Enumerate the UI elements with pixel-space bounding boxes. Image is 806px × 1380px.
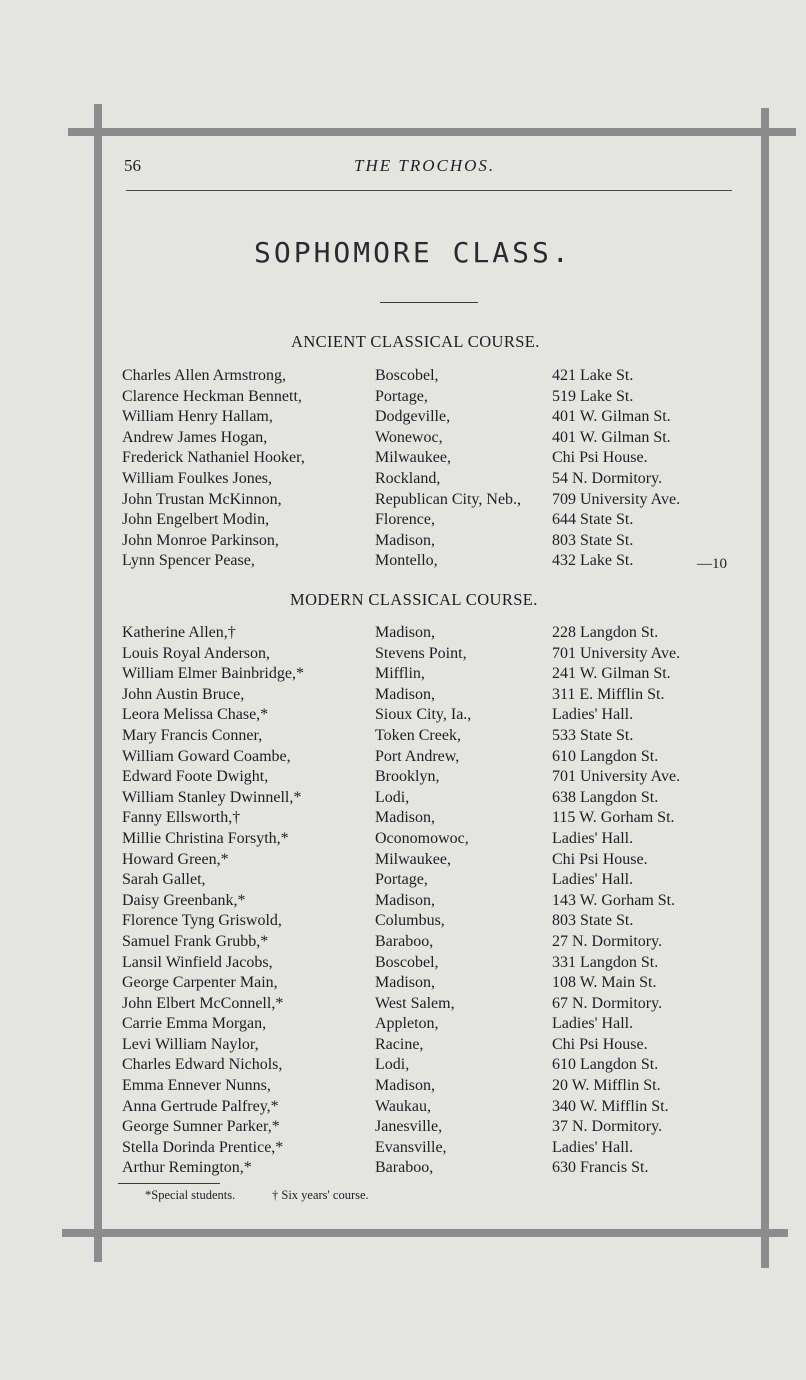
student-address: Ladies' Hall. (552, 706, 634, 724)
modern-course-heading: MODERN CLASSICAL COURSE. (290, 590, 538, 609)
student-row (0, 624, 806, 645)
student-name: Emma Ennever Nunns, (122, 1077, 271, 1095)
student-row (0, 748, 806, 769)
student-row (0, 995, 806, 1016)
student-address: 27 N. Dormitory. (552, 932, 663, 950)
student-row (0, 1077, 806, 1098)
student-address: 228 Langdon St. (552, 624, 659, 641)
student-address: 701 University Ave. (552, 768, 681, 786)
student-address: 401 W. Gilman St. (552, 428, 671, 446)
student-address: Ladies' Hall. (552, 1015, 634, 1033)
student-hometown: Madison, (375, 1077, 435, 1095)
student-hometown: Oconomowoc, (375, 829, 469, 847)
student-address: 638 Langdon St. (552, 788, 659, 806)
student-address: 331 Langdon St. (552, 953, 659, 971)
student-hometown: West Salem, (375, 994, 455, 1012)
student-name: Leora Melissa Chase,* (122, 706, 269, 724)
student-hometown: Madison, (375, 974, 435, 992)
student-name: William Elmer Bainbridge,* (122, 665, 304, 683)
title-rule (380, 302, 478, 303)
student-row (0, 789, 806, 810)
student-address: 54 N. Dormitory. (552, 469, 663, 487)
student-hometown: Montello, (375, 552, 438, 570)
student-name: Anna Gertrude Palfrey,* (122, 1097, 279, 1115)
student-row (0, 408, 806, 429)
student-name: Carrie Emma Morgan, (122, 1015, 267, 1033)
student-name: Millie Christina Forsyth,* (122, 829, 289, 847)
footnote-six-years-course: † Six years' course. (272, 1188, 369, 1202)
student-address: 432 Lake St. (552, 552, 634, 570)
student-name: Frederick Nathaniel Hooker, (122, 449, 305, 467)
student-address: 533 State St. (552, 726, 634, 744)
ancient-course-heading: ANCIENT CLASSICAL COURSE. (291, 332, 540, 351)
student-address: 67 N. Dormitory. (552, 994, 663, 1012)
student-address: Chi Psi House. (552, 1035, 648, 1053)
student-name: Florence Tyng Griswold, (122, 912, 282, 930)
student-hometown: Madison, (375, 531, 435, 549)
student-row (0, 429, 806, 450)
student-hometown: Lodi, (375, 788, 410, 806)
student-row (0, 727, 806, 748)
student-address: 644 State St. (552, 511, 634, 529)
student-hometown: Columbus, (375, 912, 445, 930)
student-row (0, 552, 806, 573)
student-address: 241 W. Gilman St. (552, 665, 671, 683)
student-row (0, 645, 806, 666)
student-hometown: Baraboo, (375, 932, 434, 950)
student-address: 20 W. Mifflin St. (552, 1077, 661, 1095)
student-hometown: Rockland, (375, 469, 441, 487)
student-row (0, 830, 806, 851)
student-hometown: Madison, (375, 891, 435, 909)
student-row (0, 912, 806, 933)
student-address: Ladies' Hall. (552, 871, 634, 889)
student-hometown: Milwaukee, (375, 850, 451, 868)
student-name: Clarence Heckman Bennett, (122, 387, 302, 405)
student-hometown: Madison, (375, 809, 435, 827)
student-hometown: Milwaukee, (375, 449, 451, 467)
student-name: George Carpenter Main, (122, 974, 278, 992)
frame-rule-top (68, 128, 796, 136)
student-row (0, 851, 806, 872)
student-address: 108 W. Main St. (552, 974, 657, 992)
student-row (0, 1098, 806, 1119)
running-title: THE TROCHOS. (354, 156, 496, 175)
student-row (0, 686, 806, 707)
student-name: Daisy Greenbank,* (122, 891, 246, 909)
student-name: Mary Francis Conner, (122, 726, 263, 744)
student-row (0, 1056, 806, 1077)
student-hometown: Port Andrew, (375, 747, 460, 765)
student-row (0, 974, 806, 995)
student-row (0, 1159, 806, 1180)
student-name: Levi William Naylor, (122, 1035, 259, 1053)
student-row (0, 449, 806, 470)
student-name: William Goward Coambe, (122, 747, 291, 765)
student-hometown: Boscobel, (375, 367, 439, 384)
footnote-special-students: *Special students. (145, 1188, 236, 1202)
header-rule (126, 190, 732, 191)
student-address: 143 W. Gorham St. (552, 891, 676, 909)
student-row (0, 1139, 806, 1160)
student-hometown: Florence, (375, 511, 435, 529)
student-row (0, 665, 806, 686)
student-name: William Henry Hallam, (122, 408, 273, 426)
student-row (0, 892, 806, 913)
student-name: John Elbert McConnell,* (122, 994, 284, 1012)
student-hometown: Portage, (375, 387, 428, 405)
student-address: Ladies' Hall. (552, 829, 634, 847)
student-row (0, 706, 806, 727)
student-address: 610 Langdon St. (552, 747, 659, 765)
student-row (0, 933, 806, 954)
student-row (0, 388, 806, 409)
student-hometown: Mifflin, (375, 665, 425, 683)
student-hometown: Baraboo, (375, 1159, 434, 1177)
ancient-course-count: —10 (697, 556, 727, 572)
student-name: Arthur Remington,* (122, 1159, 252, 1177)
student-address: 610 Langdon St. (552, 1056, 659, 1074)
modern-course-list (0, 624, 806, 1180)
student-name: Andrew James Hogan, (122, 428, 268, 446)
student-row (0, 1015, 806, 1036)
student-hometown: Madison, (375, 685, 435, 703)
ancient-course-list (0, 367, 806, 573)
student-name: Louis Royal Anderson, (122, 644, 270, 662)
student-name: Lynn Spencer Pease, (122, 552, 255, 570)
student-hometown: Republican City, Neb., (375, 490, 522, 508)
student-address: 311 E. Mifflin St. (552, 685, 665, 703)
student-name: Stella Dorinda Prentice,* (122, 1138, 284, 1156)
student-name: Howard Green,* (122, 850, 229, 868)
student-address: Ladies' Hall. (552, 1138, 634, 1156)
student-hometown: Janesville, (375, 1118, 443, 1136)
frame-rule-bottom (62, 1229, 788, 1237)
student-row (0, 470, 806, 491)
student-row (0, 367, 806, 388)
footnote-rule (118, 1183, 220, 1184)
student-hometown: Madison, (375, 624, 435, 641)
student-address: 519 Lake St. (552, 387, 634, 405)
student-address: 37 N. Dormitory. (552, 1118, 663, 1136)
student-name: John Trustan McKinnon, (122, 490, 282, 508)
student-address: 701 University Ave. (552, 644, 681, 662)
student-hometown: Sioux City, Ia., (375, 706, 472, 724)
student-row (0, 532, 806, 553)
student-address: Chi Psi House. (552, 449, 648, 467)
page-number: 56 (124, 156, 141, 175)
student-address: 803 State St. (552, 912, 634, 930)
student-name: William Stanley Dwinnell,* (122, 788, 302, 806)
student-hometown: Brooklyn, (375, 768, 440, 786)
student-row (0, 1036, 806, 1057)
class-title: SOPHOMORE CLASS. (254, 236, 572, 269)
student-address: Chi Psi House. (552, 850, 648, 868)
student-name: Samuel Frank Grubb,* (122, 932, 269, 950)
student-address: 709 University Ave. (552, 490, 681, 508)
student-address: 421 Lake St. (552, 367, 634, 384)
student-hometown: Appleton, (375, 1015, 439, 1033)
student-hometown: Dodgeville, (375, 408, 451, 426)
student-row (0, 871, 806, 892)
student-address: 115 W. Gorham St. (552, 809, 675, 827)
student-hometown: Wonewoc, (375, 428, 443, 446)
student-row (0, 491, 806, 512)
student-name: William Foulkes Jones, (122, 469, 273, 487)
student-address: 340 W. Mifflin St. (552, 1097, 669, 1115)
student-row (0, 768, 806, 789)
student-name: Edward Foote Dwight, (122, 768, 269, 786)
student-hometown: Token Creek, (375, 726, 461, 744)
student-hometown: Waukau, (375, 1097, 432, 1115)
student-name: Fanny Ellsworth,† (122, 809, 241, 827)
student-name: Sarah Gallet, (122, 871, 206, 889)
student-hometown: Lodi, (375, 1056, 410, 1074)
student-row (0, 809, 806, 830)
student-row (0, 1118, 806, 1139)
student-hometown: Boscobel, (375, 953, 439, 971)
student-address: 630 Francis St. (552, 1159, 649, 1177)
student-name: Charles Allen Armstrong, (122, 367, 286, 384)
student-name: George Sumner Parker,* (122, 1118, 280, 1136)
student-name: John Monroe Parkinson, (122, 531, 279, 549)
student-hometown: Evansville, (375, 1138, 447, 1156)
student-name: Charles Edward Nichols, (122, 1056, 283, 1074)
student-name: Katherine Allen,† (122, 624, 236, 641)
student-address: 401 W. Gilman St. (552, 408, 671, 426)
student-hometown: Portage, (375, 871, 428, 889)
student-hometown: Stevens Point, (375, 644, 467, 662)
student-address: 803 State St. (552, 531, 634, 549)
student-name: Lansil Winfield Jacobs, (122, 953, 273, 971)
student-hometown: Racine, (375, 1035, 424, 1053)
student-name: John Austin Bruce, (122, 685, 245, 703)
student-row (0, 511, 806, 532)
student-name: John Engelbert Modin, (122, 511, 270, 529)
student-row (0, 954, 806, 975)
